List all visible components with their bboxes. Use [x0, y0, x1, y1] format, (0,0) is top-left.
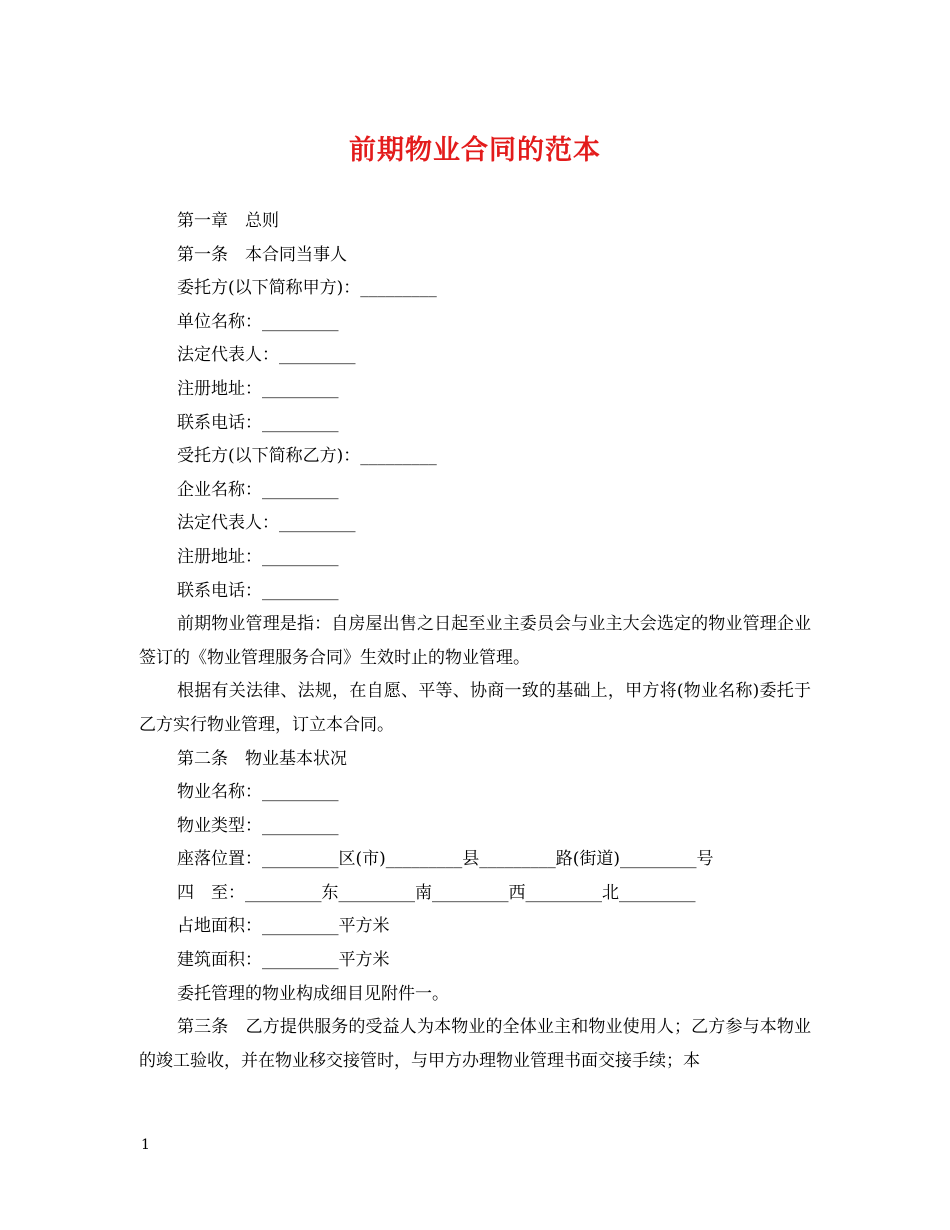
chapter-heading: 第一章 总则: [177, 211, 279, 231]
property-type: 物业类型：_________: [177, 815, 339, 836]
party-a-address: 注册地址：_________: [177, 378, 339, 399]
party-b-address: 注册地址：_________: [177, 546, 339, 567]
party-a-line: 委托方(以下简称甲方)：_________: [177, 278, 437, 299]
party-a-phone: 联系电话：_________: [177, 412, 339, 433]
building-area: 建筑面积：_________平方米: [177, 950, 390, 971]
article-two-heading: 第二条 物业基本状况: [177, 748, 347, 769]
property-boundaries: 四 至：_________东_________南_________西_________北_________: [177, 882, 696, 903]
party-b-company-name: 企业名称：_________: [177, 479, 339, 500]
article-three-paragraph: 第三条 乙方提供服务的受益人为本物业的全体业主和物业使用人；乙方参与本物业的竣工验收，并在物业移交接管时，与甲方办理物业管理书面交接手续；本: [139, 1017, 811, 1071]
land-area: 占地面积：_________平方米: [177, 916, 390, 937]
attachment-note: 委托管理的物业构成细目见附件一。: [177, 983, 449, 1004]
article-heading: 第一条 本合同当事人: [177, 244, 347, 265]
basis-paragraph: 根据有关法律、法规，在自愿、平等、协商一致的基础上，甲方将(物业名称)委托于乙方实行物业管理，订立本合同。: [139, 681, 811, 735]
party-a-legal-rep: 法定代表人：_________: [177, 345, 356, 366]
party-b-legal-rep: 法定代表人：_________: [177, 513, 356, 534]
document-title: 前期物业合同的范本: [349, 135, 601, 166]
property-name: 物业名称：_________: [177, 782, 339, 803]
party-a-unit-name: 单位名称：_________: [177, 311, 339, 332]
page-number: 1: [141, 1137, 150, 1153]
property-location: 座落位置：_________区(市)_________县_________路(街道)_________号: [177, 849, 714, 870]
party-b-phone: 联系电话：_________: [177, 580, 339, 601]
document-body: [139, 205, 811, 1078]
party-b-line: 受托方(以下简称乙方)：_________: [177, 446, 437, 467]
definition-paragraph: 前期物业管理是指：自房屋出售之日起至业主委员会与业主大会选定的物业管理企业签订的《物业管理服务合同》生效时止的物业管理。: [139, 614, 811, 668]
